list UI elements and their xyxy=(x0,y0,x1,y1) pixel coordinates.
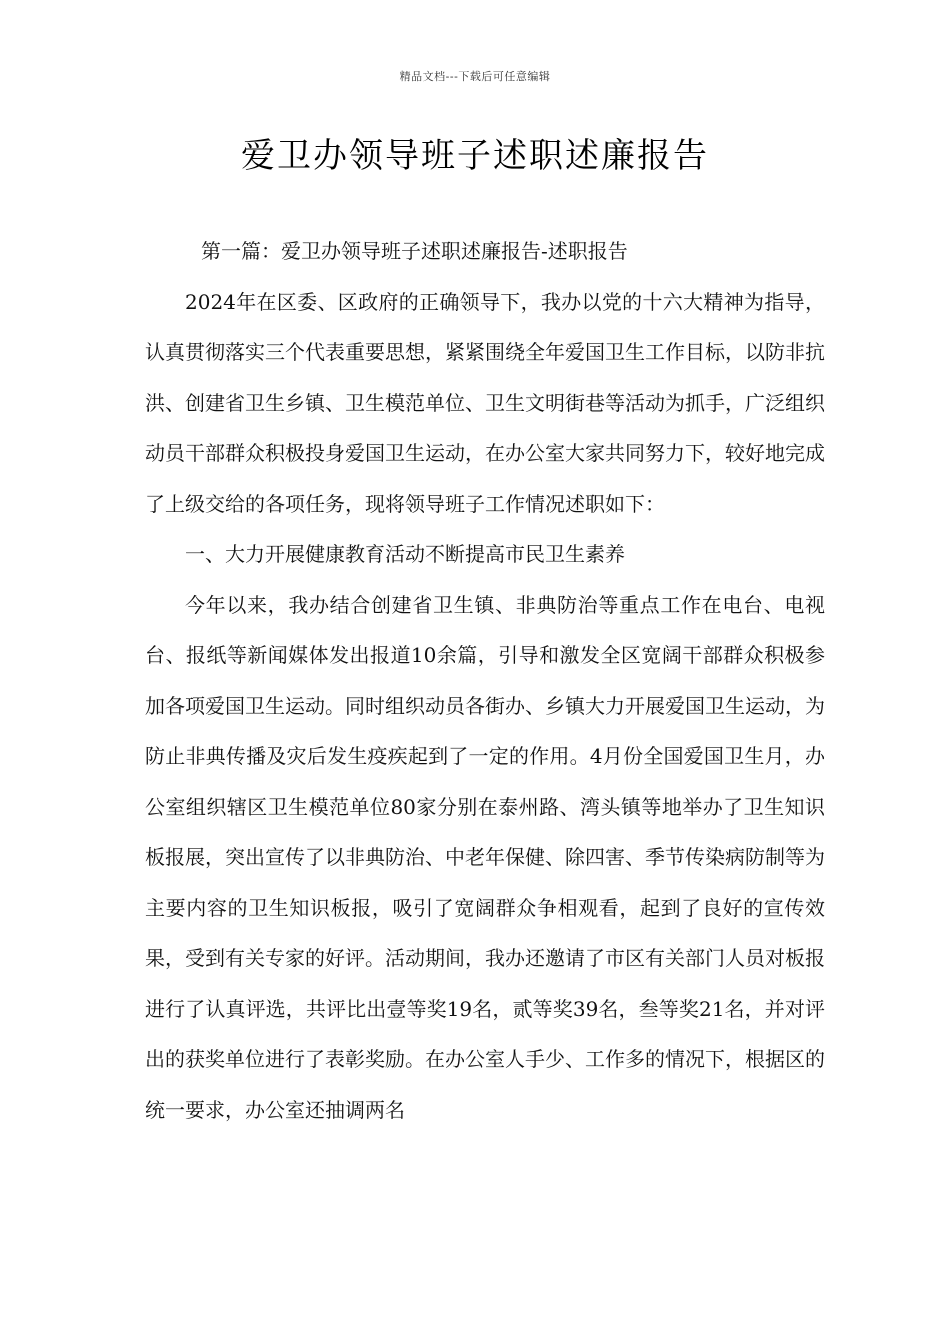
paragraph-section-1: 今年以来，我办结合创建省卫生镇、非典防治等重点工作在电台、电视台、报纸等新闻媒体发出报道10余篇，引导和激发全区宽阔干部群众积极参加各项爱国卫生运动。同时组织动员各街办、乡镇大力开展爱国卫生运动，为防止非典传播及灾后发生疫疾起到了一定的作用。4月份全国爱国卫生月，办公室组织辖区卫生模范单位80家分别在泰州路、湾头镇等地举办了卫生知识板报展，突出宣传了以非典防治、中老年保健、除四害、季节传染病防制等为主要内容的卫生知识板报，吸引了宽阔群众争相观看，起到了良好的宣传效果，受到有关专家的好评。活动期间，我办还邀请了市区有关部门人员对板报进行了认真评选，共评比出壹等奖19名，贰等奖39名，叁等奖21名，并对评出的获奖单位进行了表彰奖励。在办公室人手少、工作多的情况下，根据区的统一要求，办公室还抽调两名 xyxy=(145,592,825,1122)
document-body xyxy=(145,226,825,1135)
document-subtitle: 第一篇：爱卫办领导班子述职述廉报告-述职报告 xyxy=(201,239,628,263)
header-note: 精品文档---下载后可任意编辑 xyxy=(399,70,551,83)
document-title: 爱卫办领导班子述职述廉报告 xyxy=(241,136,709,176)
paragraph-intro: 2024年在区委、区政府的正确领导下，我办以党的十六大精神为指导，认真贯彻落实三个代表重要思想，紧紧围绕全年爱国卫生工作目标，以防非抗洪、创建省卫生乡镇、卫生模范单位、卫生文明街巷等活动为抓手，广泛组织动员干部群众积极投身爱国卫生运动，在办公室大家共同努力下，较好地完成了上级交给的各项任务，现将领导班子工作情况述职如下： xyxy=(145,289,825,516)
section-heading-1: 一、大力开展健康教育活动不断提高市民卫生素养 xyxy=(185,542,625,566)
